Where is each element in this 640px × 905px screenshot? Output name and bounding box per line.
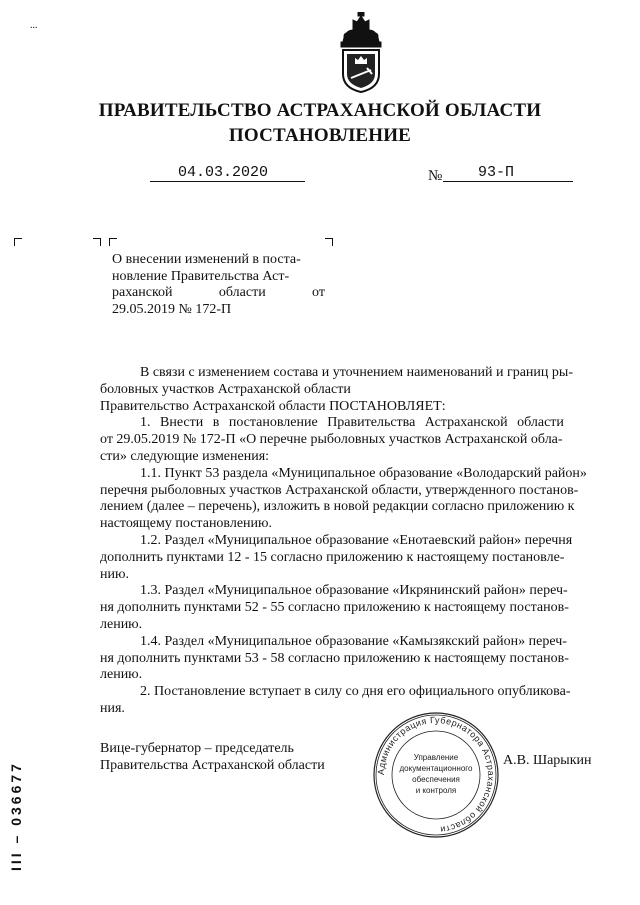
- body-line: от 29.05.2019 № 172-П «О перечне рыболовных участков Астраханской обла-: [100, 432, 563, 448]
- organization-title: ПРАВИТЕЛЬСТВО АСТРАХАНСКОЙ ОБЛАСТИ: [98, 100, 542, 121]
- stamp-center-line: и контроля: [415, 786, 457, 795]
- body-line: перечня рыболовных участков Астраханской области, утвержденного постанов-: [100, 482, 579, 498]
- subject-line: 29.05.2019 № 172-П: [112, 301, 232, 317]
- coat-of-arms-emblem: [331, 12, 391, 94]
- document-subject: [112, 252, 325, 318]
- signatory-title-line: Вице-губернатор – председатель: [100, 741, 294, 756]
- corner-bracket-left-inner: [93, 238, 101, 246]
- body-line: В связи с изменением состава и уточнением наименований и границ ры-: [140, 365, 573, 380]
- stamp-center-line: Управление: [413, 753, 459, 762]
- document-type-title: ПОСТАНОВЛЕНИЕ: [228, 125, 412, 146]
- body-line: 1.3. Раздел «Муниципальное образование «Икрянинский район» переч-: [140, 583, 568, 599]
- body-line: Правительство Астраханской области ПОСТАНОВЛЯЕТ:: [100, 398, 446, 414]
- body-line: 1.1. Пункт 53 раздела «Муниципальное образование «Володарский район»: [140, 465, 587, 481]
- body-line: лению.: [100, 616, 143, 632]
- body-line: лением (далее – перечень), изложить в новой редакции согласно приложению к: [100, 499, 575, 515]
- subject-line: [112, 285, 325, 302]
- scan-mark: ...: [30, 20, 38, 31]
- body-line: дополнить пунктами 12 - 15 согласно приложению к настоящему постановле-: [100, 549, 565, 565]
- body-line: лению.: [100, 667, 143, 683]
- serial-code: III – 036677: [8, 761, 24, 871]
- body-line: ния.: [100, 700, 125, 716]
- body-line: 1.4. Раздел «Муниципальное образование «Камызякский район» переч-: [140, 633, 567, 649]
- body-line: боловных участков Астраханской области: [100, 381, 351, 397]
- subject-line: новление Правительства Аст-: [112, 268, 290, 284]
- body-line: 2. Постановление вступает в силу со дня его официального опубликова-: [140, 684, 571, 700]
- body-line: ня дополнить пунктами 52 - 55 согласно приложению к настоящему постанов-: [100, 600, 569, 616]
- corner-bracket-subject-right: [325, 238, 333, 246]
- body-line: 1.2. Раздел «Муниципальное образование «Енотаевский район» перечня: [140, 532, 573, 548]
- body-line: нию.: [100, 566, 129, 582]
- corner-bracket-left-outer: [14, 238, 22, 246]
- subject-word: области: [218, 285, 266, 300]
- corner-bracket-subject-left: [109, 238, 117, 246]
- subject-word: раханской: [112, 285, 173, 300]
- document-body: [100, 365, 600, 718]
- body-line: сти» следующие изменения:: [100, 448, 270, 464]
- stamp-ring-text: Администрация Губернатора Астраханской области: [375, 714, 497, 835]
- official-stamp: [371, 710, 501, 840]
- signatory-title-line: Правительства Астраханской области: [100, 758, 325, 773]
- signatory-title: [100, 740, 325, 774]
- body-line: ня дополнить пунктами 53 - 58 согласно приложению к настоящему постанов-: [100, 650, 569, 666]
- number-underline: [443, 181, 573, 182]
- number-label: №: [428, 168, 443, 184]
- date-underline: [150, 181, 305, 182]
- subject-line: О внесении изменений в поста-: [112, 252, 301, 267]
- stamp-center-line: документационного: [399, 764, 473, 773]
- document-date: 04.03.2020: [178, 164, 269, 181]
- body-line: 1. Внести в постановление Правительства Астраханской области: [140, 415, 564, 431]
- subject-word: от: [312, 285, 325, 300]
- signatory-name: А.В. Шарыкин: [503, 753, 592, 768]
- document-number: 93-П: [478, 164, 515, 181]
- stamp-center-line: обеспечения: [412, 775, 460, 784]
- body-line: настоящему постановлению.: [100, 516, 272, 532]
